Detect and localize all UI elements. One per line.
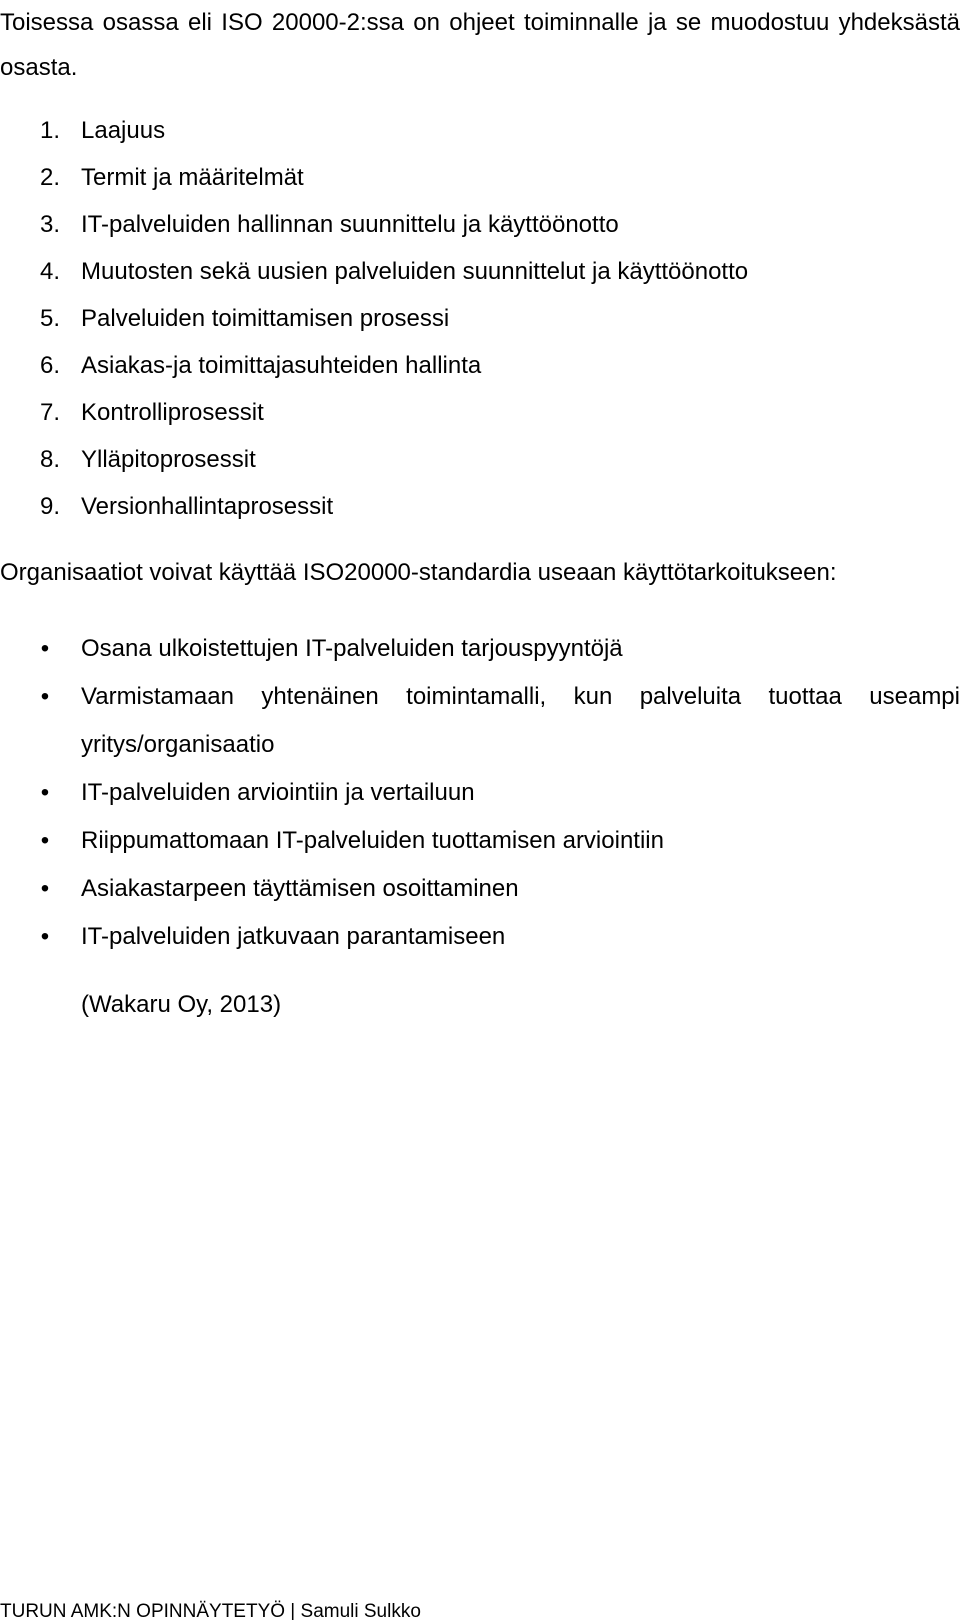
list-number: 4. xyxy=(40,258,61,285)
list-number: 3. xyxy=(40,211,61,238)
list-number: 1. xyxy=(40,117,61,144)
list-item xyxy=(0,625,960,673)
bullet-icon: • xyxy=(40,923,50,950)
list-item xyxy=(0,817,960,865)
list-text: Muutosten sekä uusien palveluiden suunnittelut ja käyttöönotto xyxy=(81,258,749,285)
citation: (Wakaru Oy, 2013) xyxy=(81,991,282,1018)
list-item xyxy=(0,865,960,913)
list-number: 5. xyxy=(40,305,61,332)
intro-paragraph: Toisessa osassa eli ISO 20000-2:ssa on ohjeet toiminnalle ja se muodostuu yhdeksästä osasta. xyxy=(0,9,960,81)
list-text: Versionhallintaprosessit xyxy=(81,493,334,520)
list-item xyxy=(0,769,960,817)
list-text: Osana ulkoistettujen IT-palveluiden tarjouspyyntöjä xyxy=(81,635,623,662)
list-number: 2. xyxy=(40,164,61,191)
list-text: Termit ja määritelmät xyxy=(81,164,304,191)
list-number: 9. xyxy=(40,493,61,520)
uses-list xyxy=(0,625,960,961)
list-number: 6. xyxy=(40,352,61,379)
list-text: Asiakas-ja toimittajasuhteiden hallinta xyxy=(81,352,482,379)
list-number: 7. xyxy=(40,399,61,426)
list-text: Palveluiden toimittamisen prosessi xyxy=(81,305,450,332)
list-item xyxy=(0,913,960,961)
page-footer: TURUN AMK:N OPINNÄYTETYÖ | Samuli Sulkko xyxy=(0,1601,421,1620)
list-number: 8. xyxy=(40,446,61,473)
bullet-icon: • xyxy=(40,635,50,662)
bullet-icon: • xyxy=(40,683,50,710)
bullet-icon: • xyxy=(40,779,50,806)
bullet-icon: • xyxy=(40,875,50,902)
list-text: IT-palveluiden jatkuvaan parantamiseen xyxy=(81,923,506,950)
list-text: IT-palveluiden hallinnan suunnittelu ja käyttöönotto xyxy=(81,211,619,238)
bullet-icon: • xyxy=(40,827,50,854)
list-text: IT-palveluiden arviointiin ja vertailuun xyxy=(81,779,475,806)
list-text: Kontrolliprosessit xyxy=(81,399,264,426)
list-text: Laajuus xyxy=(81,117,166,144)
list-text: Asiakastarpeen täyttämisen osoittaminen xyxy=(81,875,519,902)
list-text: Ylläpitoprosessit xyxy=(81,446,256,473)
list-text: Varmistamaan yhtenäinen toimintamalli, kun palveluita tuottaa useampi yritys/organisaatio xyxy=(81,683,960,758)
list-item xyxy=(0,673,960,769)
list-text: Riippumattomaan IT-palveluiden tuottamisen arviointiin xyxy=(81,827,664,854)
uses-intro-paragraph: Organisaatiot voivat käyttää ISO20000-standardia useaan käyttötarkoitukseen: xyxy=(0,559,837,586)
